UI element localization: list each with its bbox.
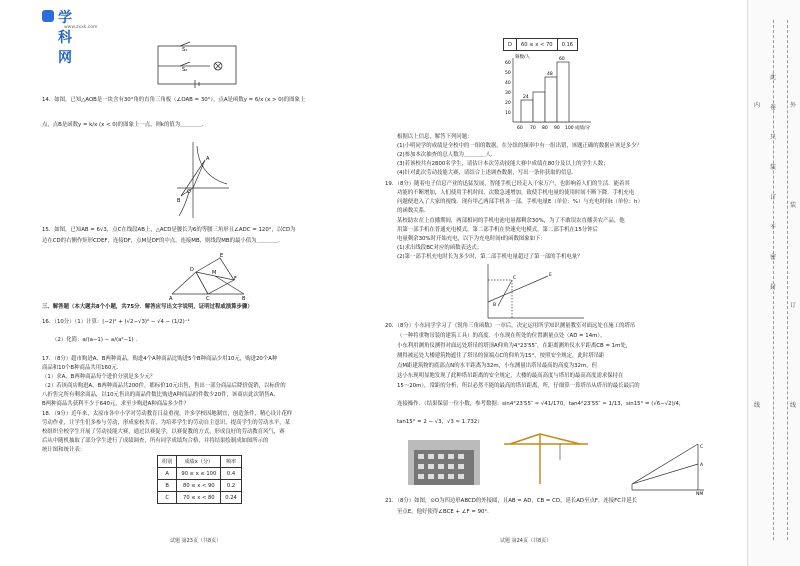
table-row <box>158 492 242 504</box>
q20-line4: 测得被远处大楼建筑物遮住了塔吊的顶端点C的仰角为15°，按照安全规定，此时塔吊距 <box>397 353 605 359</box>
svg-text:C: C <box>700 445 704 450</box>
q18-histogram <box>495 52 595 132</box>
table-cell: C <box>158 492 177 504</box>
binding-label: 只 <box>769 134 776 141</box>
logo-icon <box>42 10 54 22</box>
q19-line7: 电量剩余30%时开始充电，以下为充电时间t的函数图象如下： <box>397 236 546 242</box>
q19-line1: 19．（8分）随着电子信息产业的迅猛发展，智能手机已经走入千家万户，也影响着人们的生活．能着其 <box>385 181 630 187</box>
table-cell: 0.4 <box>221 468 242 480</box>
q18-line2: 劳动作业，让学生们多参与劳动，形成家校共育，为培养学生的劳动自主意识，提高学生的劳动水平，某 <box>42 420 290 426</box>
logo-text: 学科网 <box>58 10 73 66</box>
building-photo <box>408 440 480 485</box>
footer-left: 试题 第23页（共8页） <box>170 538 222 544</box>
hist-xtick: 60 <box>517 126 523 131</box>
q20-line5: 点M距建筑物的底部点N的水平距离为32m，小东测量出塔吊最高的高度为32m，但 <box>397 363 598 369</box>
table-header: 成绩x（分） <box>177 456 221 468</box>
table-cell: 80 ≤ x < 90 <box>177 480 221 492</box>
svg-text:S₁: S₁ <box>182 47 188 53</box>
q18b-line4: (3)若该校共有2800名学生，请估计本次劳动技能大赛中成绩在80分及以上的学生人数； <box>397 161 609 167</box>
q18b-line2: (1)小明同学的成绩是全校中的一组的数据，在分组的频率中有一组出错，该题正确的数据应该是多少？ <box>397 143 642 149</box>
hist-ytick: 50 <box>505 71 511 76</box>
q19-line8: (1)求出线段BC对应的函数表达式； <box>397 245 483 251</box>
svg-text:A: A <box>206 156 210 162</box>
q20-line3: 小东利用测角仪测得对面远处塔吊的塔顶A仰角为4°23′55″，在距离测角仪水平距离CB = 1m处， <box>397 343 632 349</box>
binding-side-label: 订 <box>789 302 796 309</box>
q15-figure <box>168 250 248 300</box>
binding-side-label: 线 <box>789 402 796 409</box>
q16-part2: （2）化简：a/(a−1) − a/(a²−1) ． <box>52 337 141 343</box>
q15-line2: 边在CD的右侧作矩形CDEF，连接DF，点M是DF的中点，连接MB，则线段MB的最小值为＿＿＿＿． <box>42 238 284 244</box>
svg-text:S₂: S₂ <box>182 67 188 73</box>
circuit-diagram <box>150 40 250 88</box>
table-row <box>504 39 578 51</box>
q20-line9: tan15° = 2 − √3，√3 ≈ 1.732） <box>397 419 483 425</box>
q18b-line5: (4)针对此次劳动技能大赛，请结合上述调查数据，写出一条你获取的信息． <box>397 170 578 176</box>
table-cell: 0.24 <box>221 492 242 504</box>
hist-ytick: 10 <box>505 111 511 116</box>
binding-side-label: 内 <box>753 102 760 109</box>
q19-line3: 问题便进入了大家的视线．现有甲乙两部手机各一部，手机电量E（单位：%）与充电时间t（单位：h） <box>397 199 643 205</box>
svg-text:NM: NM <box>696 492 704 495</box>
svg-text:C: C <box>513 276 517 281</box>
table-cell: 60 ≤ x < 70 <box>517 39 558 51</box>
binding-side-label: 外 <box>789 102 796 109</box>
svg-text:B: B <box>242 296 246 300</box>
q15-line1: 15．如图，已知AB = 6√3，点C在线段AB上，△ACD是腰长为6的等腰三角形且∠ADC = 120°，以CD为 <box>42 227 296 233</box>
q17-line6: B两种商品共获利不少于640元，求至少购进A种商品多少件？ <box>42 401 190 407</box>
q20-line6: 这小东现明显地发现了此种塔吊距离的安全规定，大楼的最高高度与塔吊的最高高度需求保持在 <box>397 373 624 379</box>
svg-text:B: B <box>493 303 497 308</box>
hist-bar-label: 48 <box>547 72 553 77</box>
q20-line1: 20．（8分）小东同学学习了《锐角三角函数》一章后，决定运用所学知识测量教室对面远处在施工的塔吊 <box>385 323 636 329</box>
q14-figure <box>175 138 230 220</box>
hist-xunit: 成绩/分 <box>575 126 591 131</box>
section-3-title: 三、解答题（本大题共8个小题，共75分．解答应写出文字说明，证明过程或演算步骤） <box>42 304 253 310</box>
q16-part1: 16．（10分）（1）计算：(−2)² + (√2−√3)⁰ − √4 − (1/2)⁻¹ <box>42 319 190 325</box>
binding-label: 此 <box>769 74 776 81</box>
footer-right: 试题 第24页（共8页） <box>500 538 552 544</box>
binding-label: 封 <box>769 284 776 291</box>
binding-label: 订 <box>769 194 776 201</box>
svg-text:A: A <box>169 296 173 300</box>
table-cell: 90 ≤ x ≤ 100 <box>177 468 221 480</box>
table-header: 组别 <box>158 456 177 468</box>
table-cell: D <box>504 39 517 51</box>
binding-label: 装 <box>769 164 776 171</box>
q20-line2: （一种将重物吊装的建筑工具）的高度．小东现在所处的位置测量点处（AD = 14m）， <box>397 333 606 339</box>
q21-line2: 至点E，他好使得∠BCE + ∠F = 90°． <box>397 509 493 515</box>
q18b-line3: (2)参加本次抽查的总人数为＿＿＿＿人． <box>397 152 497 158</box>
q17-line4: （2）若该商店购进A、B两种商品共200件，都标价10元出售，售出一部分商品后降价促销，以标价的 <box>42 383 286 389</box>
table-cell: B <box>158 480 177 492</box>
q17-line3: （1）求A、B两种商品每个进价分别是多少元？ <box>42 374 156 380</box>
hist-xtick: 80 <box>542 126 548 131</box>
q19-line2: 功能的不断增加，人们使用手机时间、次数急速增加，致使手机电量的使用时间不断下降．手机充电 <box>397 190 635 196</box>
hist-ytick: 60 <box>505 61 511 66</box>
hist-xtick: 100 <box>565 126 574 131</box>
hist-ylabel: 频数/人 <box>515 55 531 60</box>
q17-line2: 商品和10个B种商品共用160元． <box>42 365 123 371</box>
q19-line9: (2)第一部手机充电时长为多少时，第二部手机电量超过了第一部的手机电量？ <box>397 254 583 260</box>
binding-margin <box>747 0 800 566</box>
q18-line4: 后从中随机抽取了部分学生进行了成绩调查，所有同学成绩均合格，并将结果绘制成如图所示的 <box>42 438 269 444</box>
svg-text:F: F <box>234 276 237 282</box>
q19-line6: 用第一部手机在普通充电模式，第二部手机在快速充电模式，第二部手机在15分钟后 <box>397 227 598 233</box>
table-cell: A <box>158 468 177 480</box>
table-cell: 0.2 <box>221 480 242 492</box>
q19-charge-graph <box>478 262 588 322</box>
q14-line2: 点，点B是函数y = k/x (x < 0)的图象上一点，则k的值为＿＿＿＿． <box>42 122 208 128</box>
binding-side-label: 装 <box>789 202 796 209</box>
hist-ytick: 40 <box>505 81 511 86</box>
q19-line4: 的函数关系． <box>397 208 430 214</box>
hist-xtick: 70 <box>530 126 536 131</box>
q18-line3: 校组织全校学生开展了劳动技能大赛，通过以赛促学，以赛促教的方式，形成良好的劳动教育风气，赛 <box>42 429 285 435</box>
svg-text:B: B <box>177 198 181 204</box>
svg-text:C: C <box>206 296 210 300</box>
q18-frequency-table <box>157 455 242 504</box>
binding-side-label: 线 <box>753 402 760 409</box>
table-cell: 0.16 <box>557 39 578 51</box>
logo-url: www.zxxk.com <box>64 25 98 30</box>
q18-table-continued <box>503 38 578 51</box>
crane-photo <box>500 430 590 485</box>
table-row <box>158 468 242 480</box>
hist-ytick: 30 <box>505 91 511 96</box>
svg-text:M: M <box>212 270 217 276</box>
svg-text:E: E <box>549 273 552 278</box>
svg-text:A: A <box>700 463 704 468</box>
binding-label: 不 <box>769 224 776 231</box>
svg-text:D: D <box>190 267 194 273</box>
hist-bar-label: 60 <box>559 57 565 62</box>
q19-line5: 某校助农在上直播期间，两部相同的手机电池电量都剩余30%，为了不敢误农直播卖农产品，他 <box>397 218 625 224</box>
svg-text:O: O <box>187 189 191 195</box>
table-cell: 70 ≤ x < 80 <box>177 492 221 504</box>
binding-label: 卷 <box>769 104 776 111</box>
q17-line1: 17．（8分）超市购进A、B两种商品，购进4个A种商品比购进5个B种商品少用10元，购进20个A种 <box>42 356 278 362</box>
hist-ytick: 20 <box>505 101 511 106</box>
q20-line8: 连接操作．（结果保留一位小数，参考数据：sin4°23′55″ ≈ √41/170，tan4°23′55″ ≈ 1/13，sin15° = (√6−√2)/4， <box>397 401 685 407</box>
q18b-line1: 根据以上信息，解答下列问题： <box>397 134 473 140</box>
q18-line5: 统计图和统计表： <box>42 447 86 453</box>
hist-xtick: 90 <box>554 126 560 131</box>
table-header: 频率 <box>221 456 242 468</box>
q20-geometry-figure <box>628 440 708 495</box>
hist-bar-label: 24 <box>523 95 529 100</box>
table-row <box>158 480 242 492</box>
binding-label: 密 <box>769 254 776 261</box>
q21-line1: 21．（8分）如图，⊙O为四边形ABCD的外接圆，且AB = AD，CB = CD，延长AD至点F，连接FC并延长 <box>385 498 638 504</box>
q14-line1: 14．如图，已知△AOB是一块含有30°角的直角三角板（∠OAB = 30°），点A是函数y = 6/x (x > 0)的图象上 <box>42 97 306 103</box>
q17-line5: 八折售完所有剩余商品，以10元售出的商品件数比购进A种商品的件数少20件，该商店此次销售A、 <box>42 392 279 398</box>
q20-line7: 15～20m），常距的分析，所以必然不能的最高的塔吊距离，所，仔细算一算塔吊从塔吊的最长最后的 <box>397 383 640 389</box>
svg-text:E: E <box>220 253 224 259</box>
q18-line1: 18．（9分）近年来，太原市各中小学对劳动教育日益重视，许多学校因地制宜，创造条件，精心设计花样 <box>42 411 293 417</box>
